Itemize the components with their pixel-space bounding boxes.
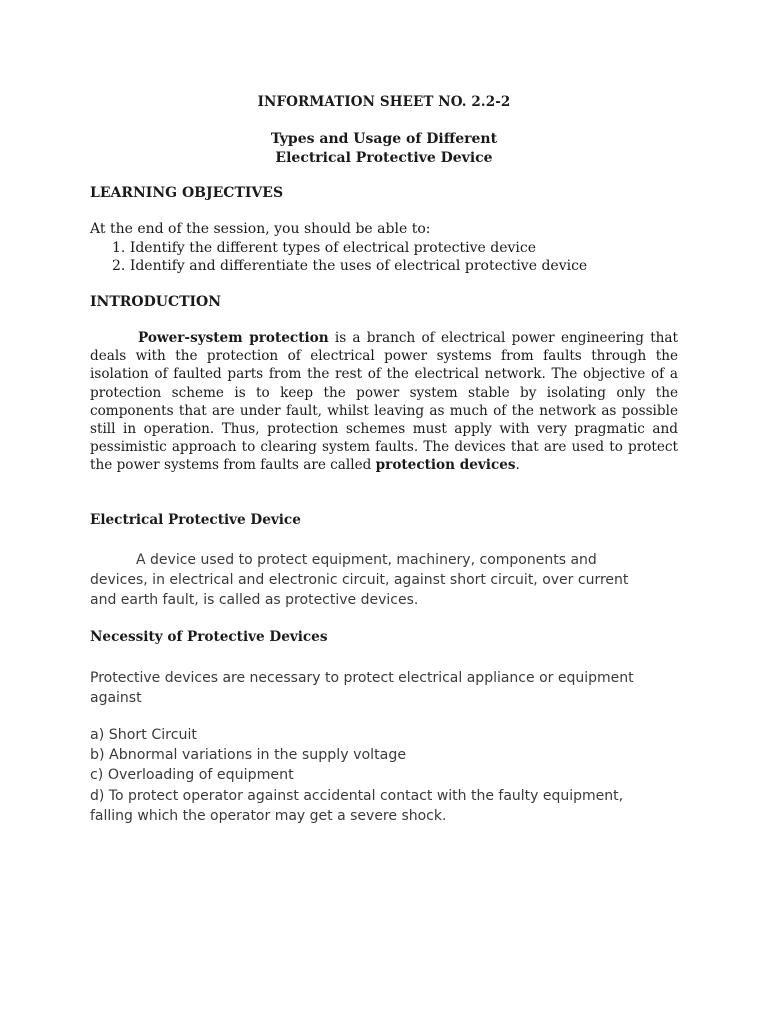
- objective-number: 2.: [112, 258, 126, 274]
- necessity-heading: Necessity of Protective Devices: [90, 629, 328, 645]
- intro-body: is a branch of electrical power engineering that deals with the protection of electrical power systems from faults through the isolation of faulted parts from the rest of the electrical network. The objective of a protection scheme is to keep the power system stable by isolating only the components that are under fault, whilst leaving as much of the network as possible still in operation. Thus, protection schemes must apply with very pragmatic and pessimistic approach to clearing system faults. The devices that are used to protect the power systems from faults are called: [90, 330, 678, 474]
- intro-bold-term: Power-system protection: [138, 330, 329, 346]
- sheet-number: INFORMATION SHEET NO. 2.2-2: [257, 94, 511, 110]
- introduction-heading: INTRODUCTION: [90, 294, 222, 310]
- objective-item: [112, 258, 587, 274]
- objective-number: 1.: [112, 240, 126, 256]
- document-title-line-1: Types and Usage of Different: [270, 131, 498, 147]
- necessity-item: b) Abnormal variations in the supply voltage: [90, 747, 407, 763]
- objectives-intro: At the end of the session, you should be able to:: [90, 221, 431, 237]
- protective-device-heading: Electrical Protective Device: [90, 512, 301, 528]
- necessity-item: d) To protect operator against accidental contact with the faulty equipment, falling which the operator may get a severe shock.: [90, 788, 624, 824]
- objective-text: Identify the different types of electrical protective device: [129, 240, 536, 256]
- protective-device-body: A device used to protect equipment, machinery, components and devices, in electrical and electronic circuit, against short circuit, over current and earth fault, is called as protective devices.: [90, 552, 629, 608]
- objective-text: Identify and differentiate the uses of electrical protective device: [129, 258, 588, 274]
- necessity-item: c) Overloading of equipment: [90, 767, 294, 783]
- intro-bold-end: protection devices: [375, 457, 516, 474]
- objective-item: [112, 240, 536, 256]
- intro-end-punct: .: [515, 457, 520, 474]
- necessity-intro: Protective devices are necessary to protect electrical appliance or equipment against: [90, 670, 634, 706]
- protective-device-paragraph: [90, 550, 650, 610]
- document-title-line-2: Electrical Protective Device: [275, 150, 493, 166]
- learning-objectives-heading: LEARNING OBJECTIVES: [90, 185, 284, 201]
- necessity-item: a) Short Circuit: [90, 727, 197, 743]
- introduction-paragraph: [90, 329, 678, 475]
